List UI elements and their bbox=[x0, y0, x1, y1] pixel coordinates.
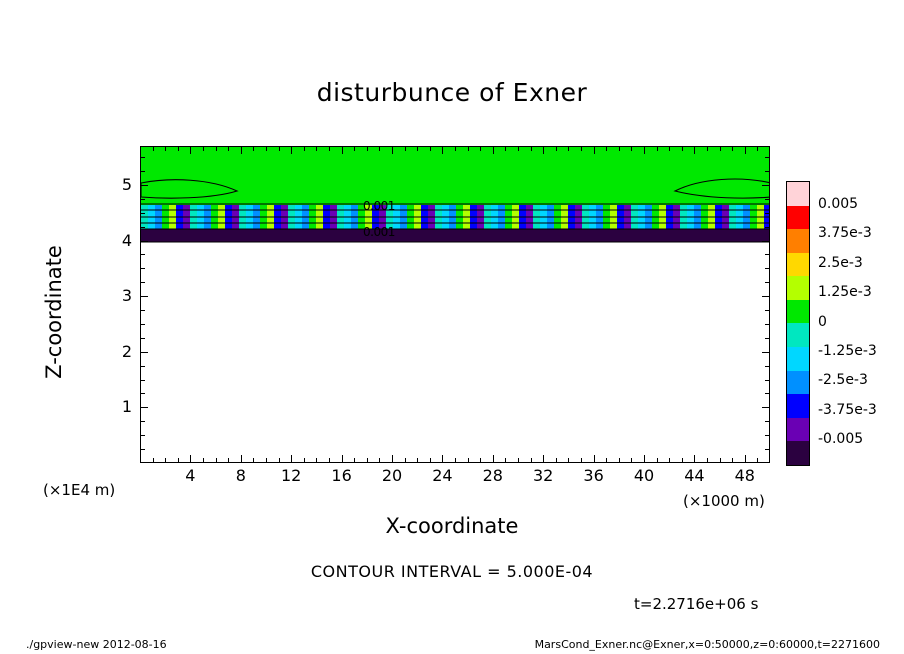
x-tick-bottom bbox=[430, 458, 431, 463]
y-tick-label: 5 bbox=[121, 174, 132, 194]
colorbar-cell bbox=[787, 394, 809, 418]
x-tick-top bbox=[405, 146, 406, 151]
x-tick-bottom bbox=[707, 458, 708, 463]
y-tick-right bbox=[765, 157, 770, 158]
x-tick-top bbox=[203, 146, 204, 151]
contour-label-upper: 0.001 bbox=[363, 199, 395, 213]
x-tick-top bbox=[669, 146, 670, 151]
x-tick-bottom bbox=[631, 458, 632, 463]
x-tick-label: 48 bbox=[734, 466, 755, 485]
x-tick-bottom bbox=[732, 458, 733, 463]
x-tick-top bbox=[291, 146, 292, 154]
colorbar-cell bbox=[787, 418, 809, 442]
footer-right-text: MarsCond_Exner.nc@Exner,x=0:50000,z=0:60000,t=2271600 bbox=[534, 638, 880, 651]
y-tick-left bbox=[140, 268, 145, 269]
y-tick-right bbox=[765, 393, 770, 394]
y-tick-left bbox=[140, 324, 145, 325]
y-tick-left bbox=[140, 421, 145, 422]
x-tick-top bbox=[216, 146, 217, 151]
x-tick-bottom bbox=[682, 458, 683, 463]
x-tick-bottom bbox=[493, 455, 494, 463]
x-tick-top bbox=[455, 146, 456, 151]
colorbar-tick-label: -1.25e-3 bbox=[818, 342, 877, 359]
x-tick-bottom bbox=[392, 455, 393, 463]
x-tick-bottom bbox=[178, 458, 179, 463]
contour-overlay bbox=[141, 147, 770, 463]
x-axis-title: X-coordinate bbox=[385, 514, 519, 538]
x-tick-bottom bbox=[279, 458, 280, 463]
y-tick-right bbox=[765, 310, 770, 311]
x-tick-label: 28 bbox=[482, 466, 503, 485]
colorbar-tick-label: -2.5e-3 bbox=[818, 372, 868, 389]
x-tick-top bbox=[279, 146, 280, 151]
x-tick-top bbox=[631, 146, 632, 151]
y-tick-label: 2 bbox=[121, 341, 132, 361]
x-tick-bottom bbox=[594, 455, 595, 463]
y-tick-label: 1 bbox=[121, 397, 132, 417]
y-tick-right bbox=[765, 171, 770, 172]
y-tick-label: 4 bbox=[121, 230, 132, 250]
page-title: disturbunce of Exner bbox=[316, 78, 588, 107]
y-tick-left bbox=[140, 407, 148, 408]
x-tick-top bbox=[417, 146, 418, 151]
y-tick-right bbox=[765, 227, 770, 228]
y-tick-left bbox=[140, 380, 145, 381]
y-tick-right bbox=[765, 435, 770, 436]
y-tick-right bbox=[762, 185, 770, 186]
x-tick-top bbox=[165, 146, 166, 151]
x-tick-bottom bbox=[644, 455, 645, 463]
y-tick-right bbox=[762, 241, 770, 242]
y-tick-right bbox=[765, 254, 770, 255]
x-tick-top bbox=[531, 146, 532, 151]
x-tick-label: 36 bbox=[583, 466, 604, 485]
x-tick-top bbox=[354, 146, 355, 151]
x-tick-top bbox=[468, 146, 469, 151]
x-tick-bottom bbox=[543, 455, 544, 463]
x-tick-top bbox=[392, 146, 393, 154]
time-label: t=2.2716e+06 s bbox=[634, 595, 759, 613]
x-tick-top bbox=[342, 146, 343, 154]
y-tick-right bbox=[765, 449, 770, 450]
y-tick-left bbox=[140, 393, 145, 394]
y-axis-title: Z-coordinate bbox=[42, 245, 66, 379]
y-tick-right bbox=[765, 380, 770, 381]
x-axis-units: (×1000 m) bbox=[683, 492, 765, 510]
colorbar-cell bbox=[787, 371, 809, 395]
y-tick-left bbox=[140, 338, 145, 339]
y-tick-right bbox=[762, 407, 770, 408]
x-tick-label: 16 bbox=[331, 466, 352, 485]
x-tick-bottom bbox=[153, 458, 154, 463]
x-tick-top bbox=[178, 146, 179, 151]
x-tick-bottom bbox=[657, 458, 658, 463]
x-tick-bottom bbox=[669, 458, 670, 463]
x-tick-top bbox=[757, 146, 758, 151]
x-tick-top bbox=[682, 146, 683, 151]
x-tick-top bbox=[657, 146, 658, 151]
y-tick-label: 3 bbox=[121, 286, 132, 306]
x-tick-top bbox=[153, 146, 154, 151]
x-tick-bottom bbox=[216, 458, 217, 463]
x-tick-bottom bbox=[253, 458, 254, 463]
x-tick-bottom bbox=[694, 455, 695, 463]
x-tick-bottom bbox=[556, 458, 557, 463]
colorbar-tick-label: -3.75e-3 bbox=[818, 401, 877, 418]
y-tick-right bbox=[762, 296, 770, 297]
y-tick-left bbox=[140, 435, 145, 436]
x-tick-top bbox=[379, 146, 380, 151]
y-tick-left bbox=[140, 241, 148, 242]
y-tick-right bbox=[762, 352, 770, 353]
x-tick-bottom bbox=[468, 458, 469, 463]
x-tick-top bbox=[329, 146, 330, 151]
y-tick-left bbox=[140, 352, 148, 353]
x-tick-label: 32 bbox=[533, 466, 554, 485]
x-tick-top bbox=[480, 146, 481, 151]
x-tick-bottom bbox=[165, 458, 166, 463]
x-tick-bottom bbox=[757, 458, 758, 463]
colorbar-tick-label: -0.005 bbox=[818, 431, 864, 448]
y-tick-right bbox=[765, 366, 770, 367]
x-tick-top bbox=[594, 146, 595, 154]
colorbar-cell bbox=[787, 347, 809, 371]
x-tick-top bbox=[543, 146, 544, 154]
y-tick-left bbox=[140, 296, 148, 297]
y-tick-left bbox=[140, 185, 148, 186]
x-tick-top bbox=[707, 146, 708, 151]
y-tick-left bbox=[140, 213, 145, 214]
colorbar-cell bbox=[787, 323, 809, 347]
x-tick-bottom bbox=[531, 458, 532, 463]
x-tick-label: 20 bbox=[381, 466, 403, 485]
x-tick-bottom bbox=[606, 458, 607, 463]
x-tick-bottom bbox=[581, 458, 582, 463]
x-tick-top bbox=[442, 146, 443, 154]
x-tick-bottom bbox=[291, 455, 292, 463]
x-tick-bottom bbox=[480, 458, 481, 463]
x-tick-label: 24 bbox=[432, 466, 453, 485]
contour-interval-label: CONTOUR INTERVAL = 5.000E-04 bbox=[310, 562, 594, 581]
x-tick-top bbox=[720, 146, 721, 151]
x-tick-bottom bbox=[518, 458, 519, 463]
x-tick-top bbox=[241, 146, 242, 154]
x-tick-bottom bbox=[505, 458, 506, 463]
x-tick-bottom bbox=[266, 458, 267, 463]
y-axis-units: (×1E4 m) bbox=[43, 481, 116, 499]
x-tick-bottom bbox=[442, 455, 443, 463]
colorbar-cell bbox=[787, 253, 809, 277]
y-tick-right bbox=[765, 421, 770, 422]
x-tick-top bbox=[367, 146, 368, 151]
x-tick-bottom bbox=[405, 458, 406, 463]
y-tick-right bbox=[765, 282, 770, 283]
x-tick-bottom bbox=[619, 458, 620, 463]
x-tick-top bbox=[304, 146, 305, 151]
x-tick-top bbox=[606, 146, 607, 151]
x-tick-top bbox=[745, 146, 746, 154]
x-tick-bottom bbox=[342, 455, 343, 463]
x-tick-top bbox=[581, 146, 582, 151]
x-tick-label: 12 bbox=[281, 466, 302, 485]
y-tick-left bbox=[140, 254, 145, 255]
y-tick-left bbox=[140, 171, 145, 172]
x-tick-bottom bbox=[354, 458, 355, 463]
colorbar-tick-label: 2.5e-3 bbox=[818, 254, 863, 271]
x-tick-bottom bbox=[379, 458, 380, 463]
y-tick-left bbox=[140, 366, 145, 367]
x-tick-bottom bbox=[367, 458, 368, 463]
y-tick-left bbox=[140, 449, 145, 450]
x-tick-bottom bbox=[417, 458, 418, 463]
x-tick-top bbox=[190, 146, 191, 154]
x-tick-top bbox=[430, 146, 431, 151]
y-tick-right bbox=[765, 324, 770, 325]
x-tick-bottom bbox=[568, 458, 569, 463]
colorbar-cell bbox=[787, 206, 809, 230]
x-tick-label: 8 bbox=[235, 466, 246, 485]
x-tick-bottom bbox=[190, 455, 191, 463]
x-tick-top bbox=[694, 146, 695, 154]
y-tick-left bbox=[140, 310, 145, 311]
x-tick-top bbox=[266, 146, 267, 151]
x-tick-bottom bbox=[720, 458, 721, 463]
contour-label-lower: 0.001 bbox=[363, 225, 395, 239]
x-tick-top bbox=[644, 146, 645, 154]
colorbar-cell bbox=[787, 300, 809, 324]
colorbar-tick-label: 1.25e-3 bbox=[818, 284, 872, 301]
x-tick-bottom bbox=[329, 458, 330, 463]
x-tick-top bbox=[732, 146, 733, 151]
colorbar-cell bbox=[787, 229, 809, 253]
y-tick-left bbox=[140, 282, 145, 283]
x-tick-top bbox=[556, 146, 557, 151]
footer-left-text: ./gpview-new 2012-08-16 bbox=[26, 638, 167, 651]
x-tick-top bbox=[518, 146, 519, 151]
x-tick-label: 40 bbox=[633, 466, 655, 485]
y-tick-left bbox=[140, 199, 145, 200]
x-tick-bottom bbox=[745, 455, 746, 463]
x-tick-top bbox=[493, 146, 494, 154]
colorbar-tick-label: 0.005 bbox=[818, 195, 859, 212]
x-tick-bottom bbox=[241, 455, 242, 463]
x-tick-label: 4 bbox=[185, 466, 196, 485]
x-tick-bottom bbox=[228, 458, 229, 463]
x-tick-bottom bbox=[203, 458, 204, 463]
colorbar-cell bbox=[787, 441, 809, 465]
y-tick-left bbox=[140, 227, 145, 228]
y-tick-right bbox=[765, 338, 770, 339]
x-tick-label: 44 bbox=[684, 466, 705, 485]
colorbar-tick-label: 0 bbox=[818, 313, 827, 330]
x-tick-top bbox=[253, 146, 254, 151]
plot-area bbox=[140, 146, 770, 463]
y-tick-right bbox=[765, 213, 770, 214]
y-tick-right bbox=[765, 268, 770, 269]
x-tick-top bbox=[568, 146, 569, 151]
x-tick-top bbox=[316, 146, 317, 151]
y-tick-right bbox=[765, 199, 770, 200]
colorbar bbox=[786, 181, 810, 466]
colorbar-tick-label: 3.75e-3 bbox=[818, 225, 872, 242]
y-tick-left bbox=[140, 157, 145, 158]
x-tick-bottom bbox=[316, 458, 317, 463]
colorbar-cell bbox=[787, 276, 809, 300]
x-tick-top bbox=[619, 146, 620, 151]
x-tick-top bbox=[505, 146, 506, 151]
colorbar-cell bbox=[787, 182, 809, 206]
x-tick-bottom bbox=[455, 458, 456, 463]
x-tick-bottom bbox=[304, 458, 305, 463]
x-tick-top bbox=[228, 146, 229, 151]
